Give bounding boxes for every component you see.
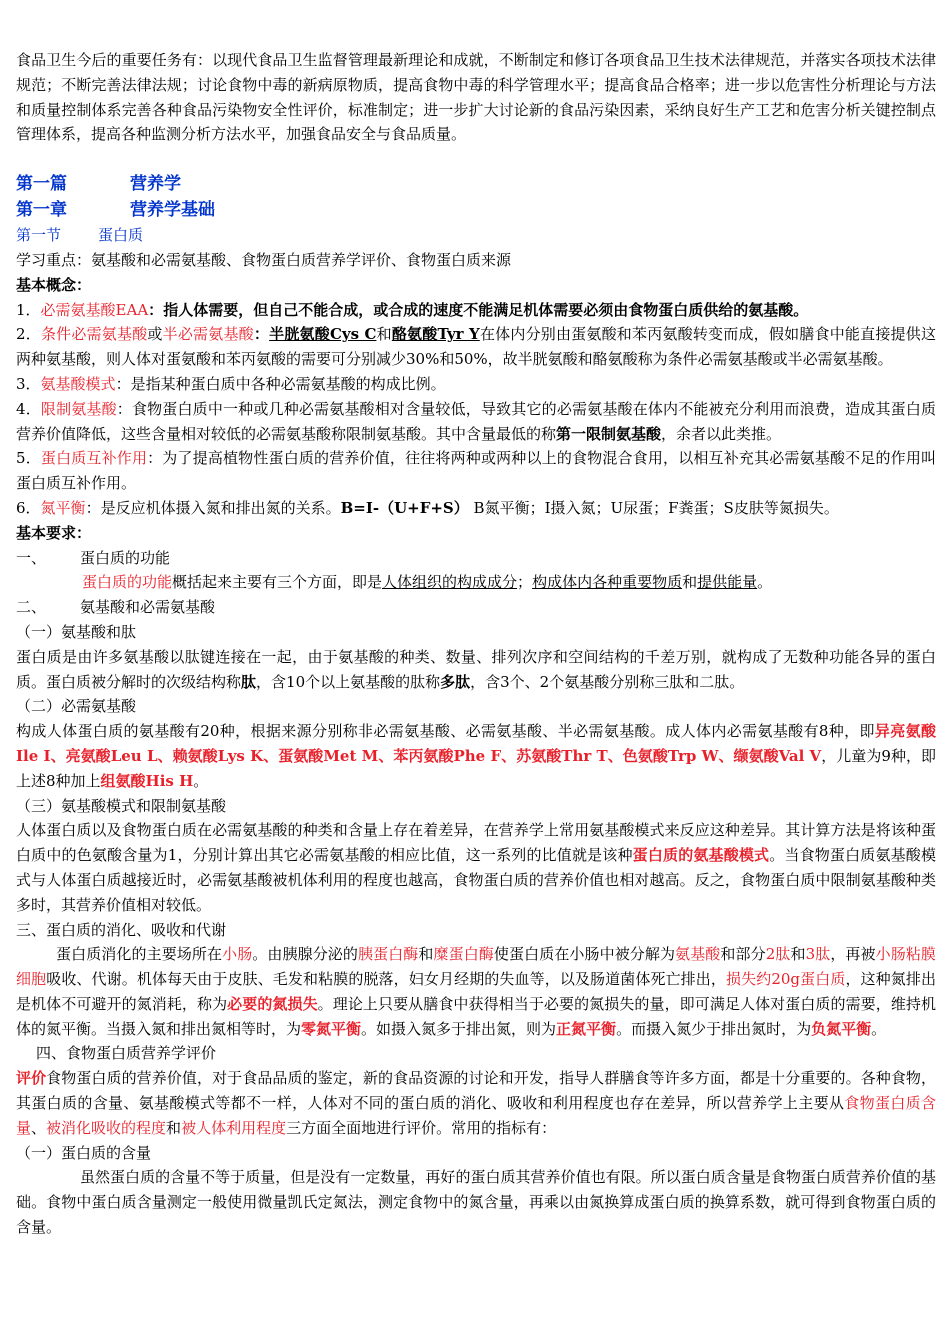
text-run: 和 xyxy=(790,945,806,964)
section-number: 第一节 xyxy=(16,226,62,245)
eaa-item: 蛋氨酸Met M xyxy=(278,746,379,765)
concept-definition: 在体内分别由蛋氨酸和苯丙氨酸转变而成，假如膳食中能直接提供这两种氨基酸，则人体对蛋氨酸和苯丙氨酸的需要可分别减少30%和50%，故半胱氨酸和酪氨酸称为条件必需氨基酸或半必需氨基酸。 xyxy=(16,325,936,369)
text-run: 概括起来主要有三个方面，即是 xyxy=(172,573,383,592)
section-title: 蛋白质 xyxy=(98,226,144,245)
eaa-item: 苯丙氨酸Phe F xyxy=(393,746,502,765)
text-run: 和 xyxy=(166,1118,182,1137)
formula-legend: B氮平衡；I摄入氮；U尿蛋；F粪蛋；S皮肤等氮损失。 xyxy=(468,498,839,517)
concept-number: 1． xyxy=(16,300,41,319)
text-run: 。当食物蛋白质氨基酸模式与人体蛋白质越接近时，必需氨基酸被机体利用的程度也越高，食物蛋白质的营养价值也相对越高。反之，食物蛋白质中限制氨基酸种类多时，其营养价值相对较低。 xyxy=(16,846,936,914)
function-item-3: 提供能量 xyxy=(697,573,758,592)
text-run: 构成人体蛋白质的氨基酸有20种，根据来源分别称非必需氨基酸、必需氨基酸、半必需氨基酸。成人体内必需氨基酸有8种，即 xyxy=(16,722,875,741)
concept-term: 氮平衡 xyxy=(40,498,86,517)
separator: 、 xyxy=(50,746,66,765)
key-term: 氨基酸 xyxy=(675,945,721,964)
tyrosine-term: 酪氨酸Tyr Y xyxy=(391,325,480,344)
text-run: 和部分 xyxy=(720,945,766,964)
key-term: 正氮平衡 xyxy=(556,1019,617,1038)
concept-definition: ：是反应机体摄入氮和排出氮的关系。 xyxy=(85,498,341,517)
text-run: 。 xyxy=(757,573,773,592)
eaa-item: 缬氨酸Val V xyxy=(733,746,822,765)
concept-definition: 指人体需要，但自己不能合成，或合成的速度不能满足机体需要必须由食物蛋白质供给的氨基酸。 xyxy=(163,300,809,319)
separator: 、 xyxy=(263,746,279,765)
requirements-title: 基本要求： xyxy=(16,523,92,542)
text-run: 使蛋白质在小肠中被分解为 xyxy=(493,945,676,964)
concept-term: 蛋白质互补作用 xyxy=(40,449,148,468)
concept-term: 限制氨基酸 xyxy=(40,399,117,418)
eaa-item: 赖氨酸Lys K xyxy=(172,746,264,765)
text-run: 。 xyxy=(871,1019,887,1038)
text-run: ，含10个以上氨基酸的肽称 xyxy=(256,672,441,691)
peptide-term: 肽 xyxy=(241,672,257,691)
key-term: 被人体利用程度 xyxy=(181,1118,287,1137)
histidine-term: 组氨酸His H xyxy=(100,771,194,790)
text-run: ，儿童为9种，即上述8种加上 xyxy=(16,746,937,790)
text-run: 蛋白质消化的主要场所在 xyxy=(56,945,223,964)
separator: 、 xyxy=(378,746,394,765)
part-number: 第一篇 xyxy=(16,174,67,195)
separator: 、 xyxy=(607,746,623,765)
concept-number: 3． xyxy=(16,374,41,393)
concept-number: 5． xyxy=(16,449,41,468)
req-heading-2 xyxy=(16,595,936,620)
key-term: 零氮平衡 xyxy=(301,1019,362,1038)
connector: 和 xyxy=(376,325,392,344)
key-term: 被消化吸收的程度 xyxy=(46,1118,167,1137)
eaa-item: 色氨酸Trp W xyxy=(622,746,719,765)
function-item-2: 构成体内各种重要物质 xyxy=(532,573,683,592)
indent xyxy=(16,1168,80,1186)
key-term: 3肽 xyxy=(805,945,831,964)
concept-number: 2． xyxy=(16,325,41,344)
text-run: 吸收、代谢。机体每天由于皮肤、毛发和粘膜的脱落，妇女月经期的失血等，以及肠道菌体死亡排出， xyxy=(46,970,726,989)
section-heading xyxy=(16,223,936,248)
text-run: 。 xyxy=(193,771,209,790)
aa-pattern-term: 蛋白质的氨基酸模式 xyxy=(632,846,770,865)
separator: 、 xyxy=(157,746,173,765)
text-run: ，这种氮排出是机体不可避开的氮消耗，称为 xyxy=(16,970,936,1013)
eaa-paragraph xyxy=(16,719,936,793)
indent xyxy=(16,945,56,963)
polypeptide-term: 多肽 xyxy=(440,672,471,691)
text-run: 。如摄入氮多于排出氮，则为 xyxy=(361,1019,557,1038)
text-run: ，再被 xyxy=(830,945,876,964)
key-term: 胰蛋白酶 xyxy=(358,945,419,964)
text-run: 。由胰腺分泌的 xyxy=(252,945,358,964)
subheading-amino-peptide: （一）氨基酸和肽 xyxy=(16,622,137,641)
concept-term-alt: 半必需氨基酸 xyxy=(162,325,254,344)
chapter-title: 营养学基础 xyxy=(130,200,215,221)
function-term: 蛋白质的功能 xyxy=(82,573,173,592)
concept-definition: ：食物蛋白质中一种或几种必需氨基酸相对含量较低，导致其它的必需氨基酸在体内不能被充分利用而浪费，造成其蛋白质营养价值降低，这些含量相对较低的必需氨基酸称限制氨基酸。其中含量最低的称 xyxy=(16,399,936,443)
spacer xyxy=(16,147,936,171)
digestion-paragraph xyxy=(16,942,936,1041)
text-run: 。理论上只要从膳食中获得相当于必要的氮损失的量，即可满足人体对蛋白质的需要，维持机体的氮平衡。当摄入氮和排出氮相等时，为 xyxy=(16,994,936,1038)
separator: 、 xyxy=(501,746,517,765)
key-term: 负氮平衡 xyxy=(811,1019,872,1038)
concept-term: 必需氨基酸EAA xyxy=(40,300,149,319)
text-run: 人体蛋白质以及食物蛋白质在必需氨基酸的种类和含量上存在着差异，在营养学上常用氨基酸模式来反应这种差异。其计算方法是将该种蛋白质中的色氨酸含量为1，分别计算出其它必需氨基酸的相应比值，这一系列的比值就是该种 xyxy=(16,821,936,865)
concept-3 xyxy=(16,372,936,397)
amino-peptide-paragraph xyxy=(16,645,936,695)
concept-2 xyxy=(16,322,936,372)
chapter-number: 第一章 xyxy=(16,200,67,221)
text-run: 蛋白质是由许多氨基酸以肽键连接在一起，由于氨基酸的种类、数量、排列次序和空间结构的千差万别，就构成了无数种功能各异的蛋白质。蛋白质被分解时的次级结构称 xyxy=(16,647,936,691)
part-title: 营养学 xyxy=(130,174,181,195)
key-term: 必要的氮损失 xyxy=(227,994,318,1013)
cysteine-term: 半胱氨酸Cys C xyxy=(269,325,377,344)
subheading-eaa: （二）必需氨基酸 xyxy=(16,697,137,716)
evaluation-paragraph xyxy=(16,1066,936,1140)
concept-1 xyxy=(16,298,936,323)
separator: 、 xyxy=(718,746,734,765)
text-run: 虽然蛋白质的含量不等于质量，但是没有一定数量，再好的蛋白质其营养价值也有限。所以蛋白质含量是食物蛋白质营养价值的基础。食物中蛋白质含量测定一般使用微量凯氏定氮法，测定食物中的氮含量，再乘以由氮换算成蛋白质的换算系数，就可得到食物蛋白质的含量。 xyxy=(16,1168,936,1237)
text-run: 、 xyxy=(31,1118,47,1137)
concept-tail: ，余者以此类推。 xyxy=(661,424,782,443)
key-term: 2肽 xyxy=(765,945,791,964)
study-focus: 学习重点：氨基酸和必需氨基酸、食物蛋白质营养学评价、食物蛋白质来源 xyxy=(16,250,512,269)
concept-number: 4． xyxy=(16,399,41,418)
heading-text: 氨基酸和必需氨基酸 xyxy=(80,598,216,617)
req-heading-1 xyxy=(16,546,936,571)
concept-term: 氨基酸模式 xyxy=(40,374,116,393)
concept-5 xyxy=(16,446,936,496)
intro-paragraph: 食品卫生今后的重要任务有：以现代食品卫生监督管理最新理论和成就，不断制定和修订各项食品卫生技术法律规范，并落实各项技术法律规范；不断完善法律法规；讨论食物中毒的新病原物质，提高食物中毒的科学管理水平；提高食品合格率；进一步以危害性分析理论与方法和质量控制体系完善各种食品污染物安全性评价，标准制定；进一步扩大讨论新的食品污染因素，采纳良好生产工艺和危害分析关键控制点管理体系，提高各种监测分析方法水平，加强食品安全与食品质量。 xyxy=(16,51,936,144)
key-term: 糜蛋白酶 xyxy=(433,945,494,964)
subheading-protein-content: （一）蛋白质的含量 xyxy=(16,1143,152,1162)
text-run: 和 xyxy=(418,945,434,964)
text-run: ，含3个、2个氨基酸分别称三肽和二肽。 xyxy=(470,672,745,691)
text-run: 三方面全面地进行评价。常用的指标有： xyxy=(286,1118,557,1137)
chapter-heading xyxy=(16,197,936,223)
heading-text: 蛋白质的功能 xyxy=(80,548,171,567)
key-term: 小肠 xyxy=(222,945,253,964)
protein-function-paragraph xyxy=(16,570,936,595)
protein-content-paragraph xyxy=(16,1165,936,1239)
text-run: ； xyxy=(517,573,533,592)
concept-term: 条件必需氨基酸 xyxy=(40,325,148,344)
heading-number: 二、 xyxy=(16,598,47,617)
req-heading-3: 三、蛋白质的消化、吸收和代谢 xyxy=(16,920,227,939)
text-run: 和 xyxy=(682,573,698,592)
concept-colon: ： xyxy=(148,300,164,319)
text-run: 食物蛋白质的营养价值，对于食品品质的鉴定，新的食品资源的讨论和开发，指导人群膳食等许多方面，都是十分重要的。各种食物，其蛋白质的含量、氨基酸模式等都不一样，人体对不同的蛋白质的消化、吸收和利用程度也存在差异，所以营养学上主要从 xyxy=(16,1069,936,1113)
aa-pattern-paragraph xyxy=(16,818,936,917)
concept-definition: ：是指某种蛋白质中各种必需氨基酸的构成比例。 xyxy=(115,374,446,393)
concept-definition: ：为了提高植物性蛋白质的营养价值，往往将两种或两种以上的食物混合食用，以相互补充其必需氨基酸不足的作用叫蛋白质互补作用。 xyxy=(16,449,936,493)
first-limiting-term: 第一限制氨基酸 xyxy=(556,424,662,443)
concept-4 xyxy=(16,397,936,447)
key-term: 小肠粘膜细胞 xyxy=(16,945,936,989)
key-term: 损失约20g蛋白质 xyxy=(726,970,846,989)
connector: 或 xyxy=(147,325,163,344)
heading-number: 一、 xyxy=(16,548,47,567)
subheading-aa-pattern: （三）氨基酸模式和限制氨基酸 xyxy=(16,796,227,815)
nitrogen-balance-formula: B=I-（U+F+S） xyxy=(340,498,469,517)
key-term: 食物蛋白质含量 xyxy=(16,1094,936,1137)
concept-6 xyxy=(16,496,936,521)
text-run: 。而摄入氮少于排出氮时，为 xyxy=(616,1019,812,1038)
function-item-1: 人体组织的构成成分 xyxy=(382,573,518,592)
key-term: 评价 xyxy=(16,1069,47,1088)
req-heading-4: 四、食物蛋白质营养学评价 xyxy=(36,1044,217,1063)
eaa-item: 亮氨酸Leu L xyxy=(65,746,158,765)
part-heading xyxy=(16,171,936,197)
eaa-item: 苏氨酸Thr T xyxy=(516,746,608,765)
concepts-title: 基本概念： xyxy=(16,275,92,294)
concept-number: 6． xyxy=(16,498,41,517)
concept-colon: ： xyxy=(253,325,270,344)
document-page xyxy=(16,48,936,1240)
eaa-item: 异亮氨酸Ile I xyxy=(16,722,936,765)
